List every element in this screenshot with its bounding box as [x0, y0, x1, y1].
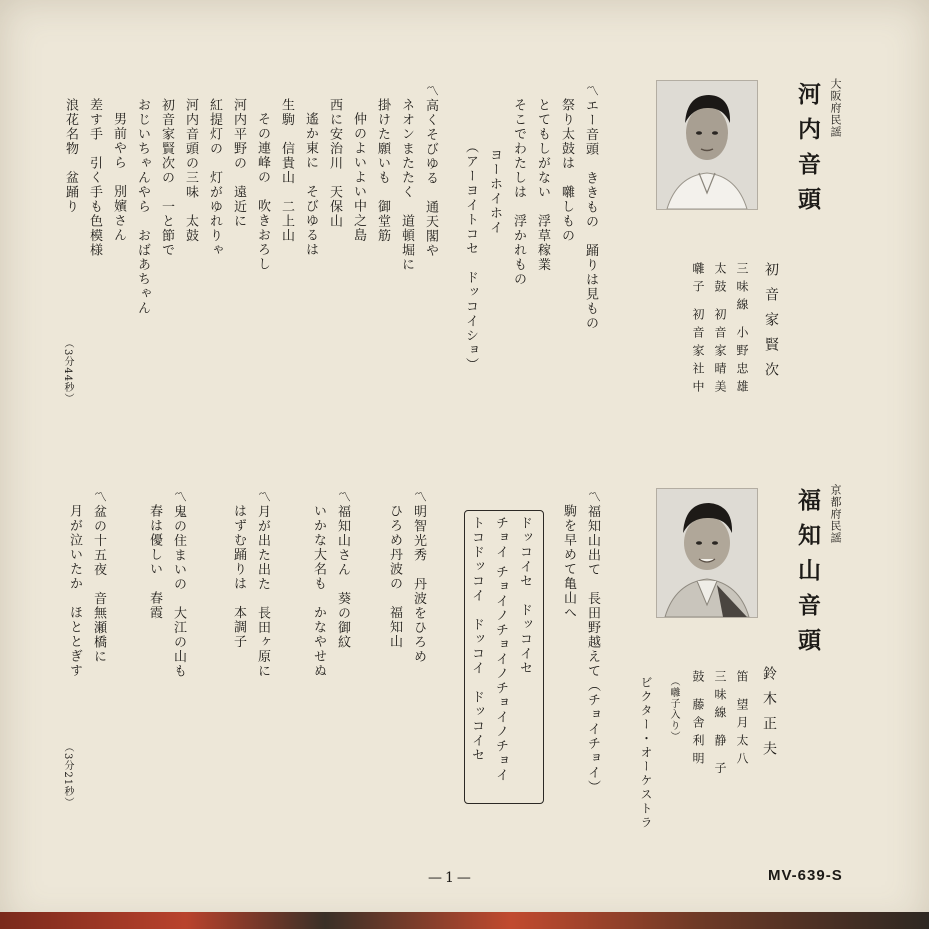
song1-lyric-line: （アーヨイトコセ ドッコイショ）	[463, 140, 478, 372]
song1-lyric-line: 西に安治川 天保山	[327, 98, 342, 229]
song1-duration: （3分44秒）	[62, 338, 73, 405]
song1-credit-taiko: 太鼓 初音家晴美	[713, 262, 727, 398]
song2-lyric-line: ひろめ丹波の 福知山	[387, 504, 402, 649]
song1-singer-photo	[656, 80, 758, 210]
song1-lyric-line: そこでわたしは 浮かれもの	[511, 98, 526, 287]
song2-credit-tsuzumi: 鼓 藤舎利明	[691, 670, 705, 770]
song2-lyric-line: 〽月が出た出た 長田ヶ原に	[255, 490, 270, 679]
song1-credit-hayashi: 囃子 初音家社中	[691, 262, 705, 398]
song1-lyric-line: 浪花名物 盆踊り	[63, 98, 78, 214]
song1-lyric-line: 初音家賢次の 一と節で	[159, 98, 174, 258]
song2-lyric-line: 〽明智光秀 丹波をひろめ	[411, 490, 426, 664]
song1-lyric-line: その連峰の 吹きおろし	[255, 112, 270, 272]
song2-credit-shamisen: 三味線 静 子	[713, 670, 727, 780]
song2-lyric-line: 〽盆の十五夜 音無瀬橋に	[91, 490, 106, 664]
song1-lyric-line: 祭り太鼓は 囃しもの	[559, 98, 574, 243]
song2-chorus-line: ドッコイセ ドッコイセ	[517, 516, 532, 676]
song1-lyric-line: 生駒 信貴山 二上山	[279, 98, 294, 243]
song2-lyric-line: 駒を早めて亀山へ	[561, 504, 576, 620]
song1-lyric-line: ヨーホイホイ	[487, 148, 502, 235]
song1-lyric-line: おじいちゃんやら おばあちゃん	[135, 98, 150, 316]
song2-duration: （3分21秒）	[62, 742, 73, 809]
page-number: —1—	[428, 870, 474, 886]
song2-region: 京都府民謡	[829, 484, 842, 544]
song2-chorus-line: トコドッコイ ドッコイ ドッコイセ	[469, 516, 484, 763]
song1-lyric-line: 〽エー音頭 ききもの 踊りは見もの	[583, 84, 598, 331]
song2-lyric-line: いかな大名も かなやせぬ	[311, 504, 326, 678]
song2-singer: 鈴木正夫	[761, 666, 777, 766]
song1-title: 河内音頭	[794, 82, 821, 222]
song2-singer-photo	[656, 488, 758, 618]
catalog-number: MV-639-S	[768, 867, 843, 884]
song2-lyric-line: 〽鬼の住まいの 大江の山も	[171, 490, 186, 679]
song1-lyric-line: 男前やら 別嬪さん	[111, 112, 126, 243]
song1-credit-shamisen: 三味線 小野忠雄	[735, 262, 749, 398]
song1-lyric-line: 仲のよいよい中之島	[351, 112, 366, 243]
song1-region: 大阪府民謡	[829, 78, 842, 138]
song1-lyric-line: ネオンまたたく 道頓堀に	[399, 98, 414, 272]
sleeve-edge-strip	[0, 912, 929, 929]
song2-lyric-line: はずむ踊りは 本調子	[231, 504, 246, 649]
song1-lyric-line: 掛けた願いも 御堂筋	[375, 98, 390, 243]
song1-lyric-line: 河内平野の 遠近に	[231, 98, 246, 229]
song2-lyric-line: 月が泣いたか ほととぎす	[67, 504, 82, 678]
song2-chorus-line: チョイ チョイノチョイノチョイノチョイ	[493, 516, 508, 783]
song2-lyric-line: 〽福知山さん 葵の御紋	[335, 490, 350, 650]
song2-lyric-line: 〽福知山出て 長田野越えて（チョイチョイ）	[585, 490, 600, 795]
song1-lyric-line: 差す手 引く手も色模様	[87, 98, 102, 258]
song2-credit-fue: 笛 望月太八	[735, 670, 749, 770]
song1-lyric-line: 〽高くそびゆる 通天閣や	[423, 84, 438, 258]
song2-title: 福知山音頭	[794, 488, 821, 663]
song1-lyric-line: とてもしがない 浮草稼業	[535, 98, 550, 272]
song2-note: （囃子入り）	[668, 676, 679, 742]
song1-singer: 初音家賢次	[763, 262, 779, 387]
song2-orchestra: ビクター・オーケストラ	[639, 676, 653, 830]
song1-lyric-line: 遙か東に そびゆるは	[303, 112, 318, 257]
song2-lyric-line: 春は優しい 春霞	[147, 504, 162, 620]
song1-lyric-line: 河内音頭の三味 太鼓	[183, 98, 198, 243]
song1-lyric-line: 紅提灯の 灯がゆれりゃ	[207, 98, 222, 258]
